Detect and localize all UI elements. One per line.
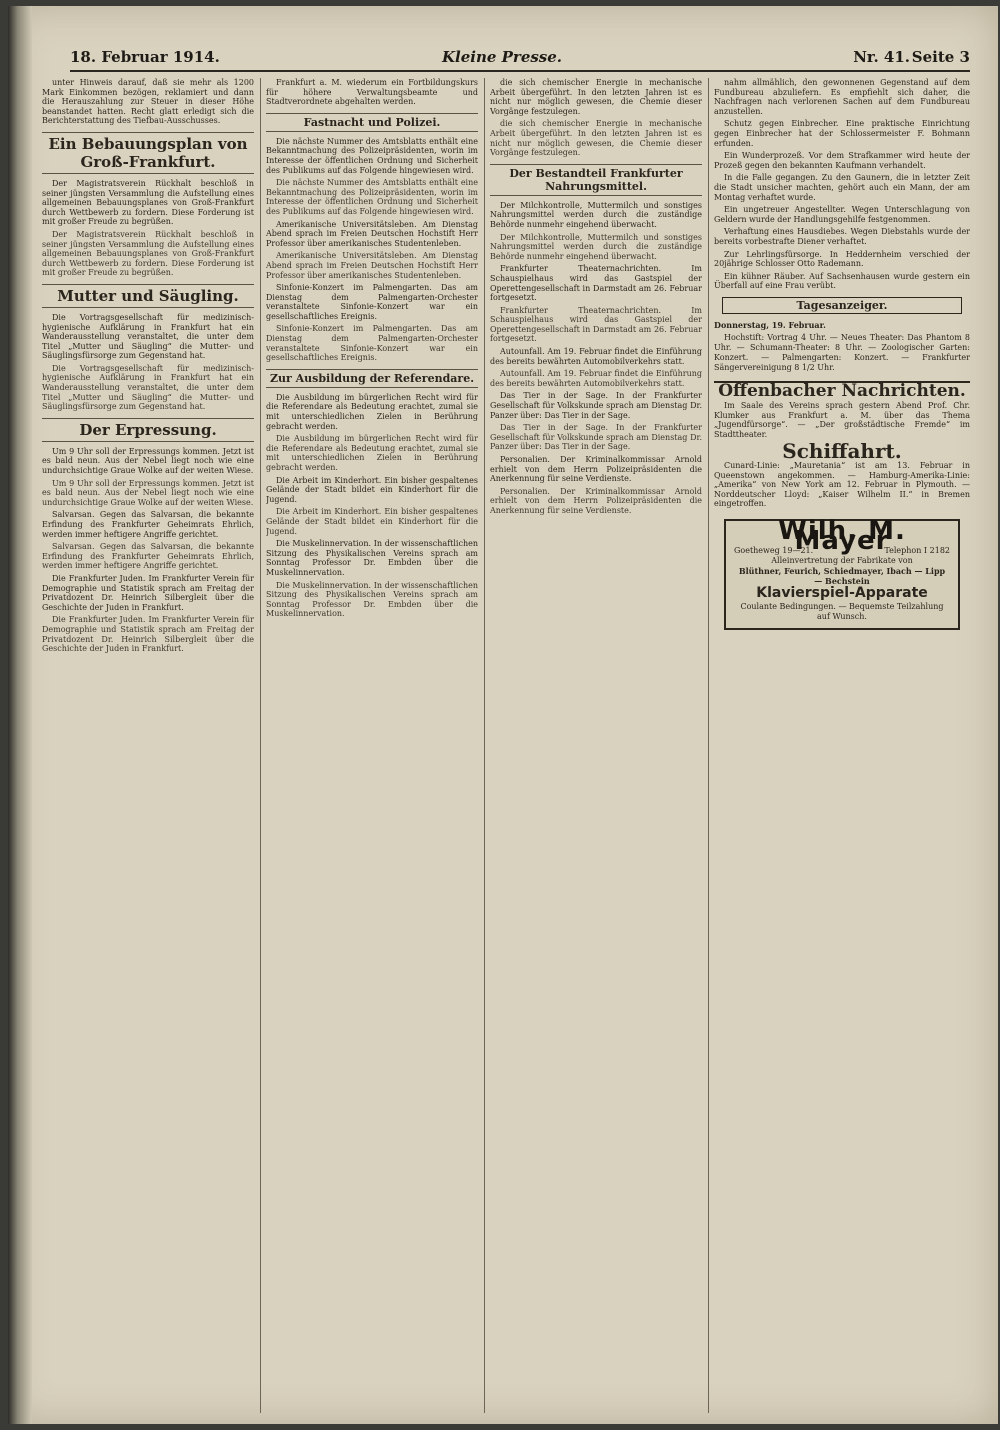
article-text: Um 9 Uhr soll der Erpressungs kommen. Jetzt ist es bald neun. Aus der Nebel liegt noch wie eine undurchsichtige Graue Wolke auf der weiten Wiese. [42,446,254,476]
column-4 [714,78,970,1413]
column-rule [484,78,485,1413]
article-text: Die nächste Nummer des Amtsblatts enthält eine Bekanntmachung des Polizeipräsidenten, worin im Interesse der öffentlichen Ordnung und Sicherheit des Publikums auf das Folgende hingewiesen wird. [266,178,478,216]
ad-product: Klavierspiel-Apparate [756,585,928,602]
schiffahrt-text: Cunard-Linie: „Mauretania“ ist am 13. Februar in Queenstown angekommen. — Hamburg-Amerika-Linie: „Amerika“ von New York am 12. Februar in Plymouth. — Norddeutscher Lloyd: „Kaiser Wilhelm II.“ in Bremen eingetroffen. [714,461,970,509]
article-text: Die Muskelinnervation. In der wissenschaftlichen Sitzung des Physikalischen Vereins sprach am Sonntag Professor Dr. Embden über die Muskelinnervation. [266,580,478,619]
tagesanzeiger-heading: Tagesanzeiger. [722,297,962,315]
article-text: Die Frankfurter Juden. Im Frankfurter Verein für Demographie und Statistik sprach am Freitag der Privatdozent Dr. Heinrich Silbergleit über die Geschichte der Juden in Frankfurt. [42,615,254,654]
article-text: Die Arbeit im Kinderhort. Ein bisher gespaltenes Gelände der Stadt bildet ein Kinderhort für die Jugend. [266,475,478,504]
column-2 [266,78,478,1413]
ad-line: Alleinvertretung der Fabrikate von [771,556,913,566]
ad-terms: Coulante Bedingungen. — Bequemste Teilzahlung auf Wunsch. [740,601,944,621]
article-text: In die Falle gegangen. Zu den Gaunern, die in letzter Zeit die Stadt unsicher machten, gehört auch ein Mann, der am Montag verhaftet wurde. [714,173,970,202]
headline: Zur Ausbildung der Referendare. [266,369,478,388]
article-text: Die nächste Nummer des Amtsblatts enthält eine Bekanntmachung des Polizeipräsidenten, worin im Interesse der öffentlichen Ordnung und Sicherheit des Publikums auf das Folgende hingewiesen wird. [266,136,478,175]
offenbach-text: Im Saale des Vereins sprach gestern Abend Prof. Chr. Klumker aus Frankfurt a. M. über das Thema „Jugendfürsorge“. — „Der großstädtische Fremde“ im Stadttheater. [714,401,970,439]
ad-address: Goetheweg 19—21. [734,546,814,556]
article-text: Frankfurter Theaternachrichten. Im Schauspielhaus wird das Gastspiel der Operettengesellschaft in Darmstadt am 26. Februar fortgesetzt. [490,264,702,303]
headline: Mutter und Säugling. [42,284,254,308]
article-text: Um 9 Uhr soll der Erpressungs kommen. Jetzt ist es bald neun. Aus der Nebel liegt noch wie eine undurchsichtige Graue Wolke auf der weiten Wiese. [42,478,254,507]
column-1 [42,78,254,1413]
tagesanzeiger-text: Hochstift: Vortrag 4 Uhr. — Neues Theater: Das Phantom 8 Uhr. — Schumann-Theater: 8 Uhr. — Zoologischer Garten: Konzert. — Palmengarten: Konzert. — Frankfurter Sängervereinigung 8 1/2 Uhr. [714,333,970,373]
article-text: Salvarsan. Gegen das Salvarsan, die bekannte Erfindung des Frankfurter Geheimrats Ehrlich, werden immer heftigere Angriffe gerichtet. [42,542,254,571]
headline: Der Erpressung. [42,418,254,442]
article-text: nahm allmählich, den gewonnenen Gegenstand auf dem Fundbureau abzuliefern. Es empfiehlt sich daher, die Nachfragen nach verlorenen Sachen auf dem Fundbureau anzustellen. [714,78,970,116]
page-header [70,44,970,72]
article-text: Ein ungetreuer Angestellter. Wegen Unterschlagung von Geldern wurde der Handlungsgehilfe festgenommen. [714,205,970,224]
article-text: Salvarsan. Gegen das Salvarsan, die bekannte Erfindung des Frankfurter Geheimrats Ehrlich, werden immer heftigere Angriffe gerichtet. [42,510,254,539]
headline: Der Bestandteil Frankfurter Nahrungsmittel. [490,164,702,196]
header-title: Kleine Presse. [441,48,563,66]
article-text: Die Ausbildung im bürgerlichen Recht wird für die Referendare als Bedeutung erachtet, zumal sie mit unterschiedlichen Zielen in Berührung gebracht werden. [266,392,478,431]
article-text: Autounfall. Am 19. Februar findet die Einführung des bereits bewährten Automobilverkehrs statt. [490,347,702,366]
ad-company-name: Wilh. M. Mayer [778,516,906,556]
column-rule [260,78,261,1413]
headline: Ein Bebauungsplan von Groß-Frankfurt. [42,132,254,174]
article-text: unter Hinweis darauf, daß sie mehr als 1200 Mark Einkommen bezögen, reklamiert und dann die Herauszahlung zur Steuer in dieser Höhe beanstandet hatten. Recht glatt erledigt sich die Berichterstattung des Tiefbau-Ausschusses. [42,78,254,126]
article-text: Die Frankfurter Juden. Im Frankfurter Verein für Demographie und Statistik sprach am Freitag der Privatdozent Dr. Heinrich Silbergleit über die Geschichte der Juden in Frankfurt. [42,573,254,612]
offenbach-heading: Offenbacher Nachrichten. [714,381,970,397]
schiffahrt-heading: Schiffahrt. [782,439,902,464]
article-text: Autounfall. Am 19. Februar findet die Einführung des bereits bewährten Automobilverkehrs statt. [490,369,702,388]
article-text: Die Vortragsgesellschaft für medizinisch-hygienische Aufklärung in Frankfurt hat ein Wanderausstellung veranstaltet, die unter dem Titel „Mutter und Säugling“ die Mutter- und Säuglingsfürsorge zum Gegenstand hat. [42,312,254,361]
header-date: 18. Februar 1914. [70,48,220,66]
header-issue-number: Nr. 41. [853,48,910,66]
article-text: Die Vortragsgesellschaft für medizinisch-hygienische Aufklärung in Frankfurt hat ein Wanderausstellung veranstaltet, die unter dem Titel „Mutter und Säugling“ die Mutter- und Säuglingsfürsorge zum Gegenstand hat. [42,363,254,412]
article-text: die sich chemischer Energie in mechanische Arbeit übergeführt. In den letzten Jahren ist es nicht nur möglich gewesen, die Chemie dieser Vorgänge festzulegen. [490,119,702,158]
newspaper-page [8,6,998,1424]
article-text: Das Tier in der Sage. In der Frankfurter Gesellschaft für Volkskunde sprach am Dienstag Dr. Panzer über: Das Tier in der Sage. [490,423,702,452]
article-text: Frankfurter Theaternachrichten. Im Schauspielhaus wird das Gastspiel der Operettengesellschaft in Darmstadt am 26. Februar fortgesetzt. [490,305,702,344]
article-text: Der Milchkontrolle, Muttermilch und sonstiges Nahrungsmittel werden durch die zuständige Behörde nunmehr eingehend überwacht. [490,232,702,261]
article-text: Die Ausbildung im bürgerlichen Recht wird für die Referendare als Bedeutung erachtet, zumal sie mit unterschiedlichen Zielen in Berührung gebracht werden. [266,434,478,472]
article-text: Der Magistratsverein Rückhalt beschloß in seiner jüngsten Versammlung die Aufstellung eines allgemeinen Bebauungsplanes von Groß-Frankfurt durch Wettbewerb zu fordern. Diese Forderung ist mit großer Freude zu begrüßen. [42,178,254,227]
article-text: Zur Lehrlingsfürsorge. In Heddernheim verschied der 20jährige Schlosser Otto Rademann. [714,249,970,269]
article-text: Sinfonie-Konzert im Palmengarten. Das am Dienstag dem Palmengarten-Orchester veranstaltete Sinfonie-Konzert war ein gesellschaftliches Ereignis. [266,283,478,321]
column-3 [490,78,702,1413]
scan-binding-edge [8,6,32,1424]
article-text: Sinfonie-Konzert im Palmengarten. Das am Dienstag dem Palmengarten-Orchester veranstaltete Sinfonie-Konzert war ein gesellschaftliches Ereignis. [266,324,478,363]
article-text: Ein kühner Räuber. Auf Sachsenhausen wurde gestern ein Überfall auf eine Frau verübt. [714,271,970,291]
ad-phone: Telephon I 2182 [884,546,950,556]
column-rule [708,78,709,1413]
header-page-number: Seite 3 [911,48,970,66]
article-text: Die Arbeit im Kinderhort. Ein bisher gespaltenes Gelände der Stadt bildet ein Kinderhort für die Jugend. [266,507,478,536]
article-text: Amerikanische Universitätsleben. Am Dienstag Abend sprach im Freien Deutschen Hochstift Herr Professor über amerikanisches Studentenleben. [266,219,478,248]
tagesanzeiger-date: Donnerstag, 19. Februar. [714,320,826,331]
article-text: Der Magistratsverein Rückhalt beschloß in seiner jüngsten Versammlung die Aufstellung eines allgemeinen Bebauungsplanes von Groß-Frankfurt durch Wettbewerb zu fordern. Diese Forderung ist mit großer Freude zu begrüßen. [42,229,254,278]
article-text: Schutz gegen Einbrecher. Eine praktische Einrichtung gegen Einbrecher hat der Schlossermeister F. Bohmann erfunden. [714,119,970,148]
article-text: Ein Wunderprozeß. Vor dem Strafkammer wird heute der Prozeß gegen den bekannten Kaufmann verhandelt. [714,151,970,170]
article-text: Verhaftung eines Hausdiebes. Wegen Diebstahls wurde der bereits vorbestrafte Diener verhaftet. [714,227,970,246]
advertisement-mayer [724,516,960,630]
headline: Fastnacht und Polizei. [266,113,478,132]
ad-brands: Blüthner, Feurich, Schiedmayer, Ibach — Lipp — Bechstein [738,566,946,587]
article-text: Frankfurt a. M. wiederum ein Fortbildungskurs für höhere Verwaltungsbeamte und Stadtverordnete abgehalten werden. [266,78,478,107]
article-text: Der Milchkontrolle, Muttermilch und sonstiges Nahrungsmittel werden durch die zuständige Behörde nunmehr eingehend überwacht. [490,200,702,229]
article-text: Amerikanische Universitätsleben. Am Dienstag Abend sprach im Freien Deutschen Hochstift Herr Professor über amerikanisches Studentenleben. [266,251,478,280]
article-text: Die Muskelinnervation. In der wissenschaftlichen Sitzung des Physikalischen Vereins sprach am Sonntag Professor Dr. Embden über die Muskelinnervation. [266,539,478,577]
article-text: die sich chemischer Energie in mechanische Arbeit übergeführt. In den letzten Jahren ist es nicht nur möglich gewesen, die Chemie dieser Vorgänge festzulegen. [490,78,702,116]
article-text: Personalien. Der Kriminalkommissar Arnold erhielt von dem Herrn Polizeipräsidenten die Anerkennung für seine Verdienste. [490,455,702,484]
article-text: Personalien. Der Kriminalkommissar Arnold erhielt von dem Herrn Polizeipräsidenten die Anerkennung für seine Verdienste. [490,486,702,515]
article-text: Das Tier in der Sage. In der Frankfurter Gesellschaft für Volkskunde sprach am Dienstag Dr. Panzer über: Das Tier in der Sage. [490,391,702,420]
